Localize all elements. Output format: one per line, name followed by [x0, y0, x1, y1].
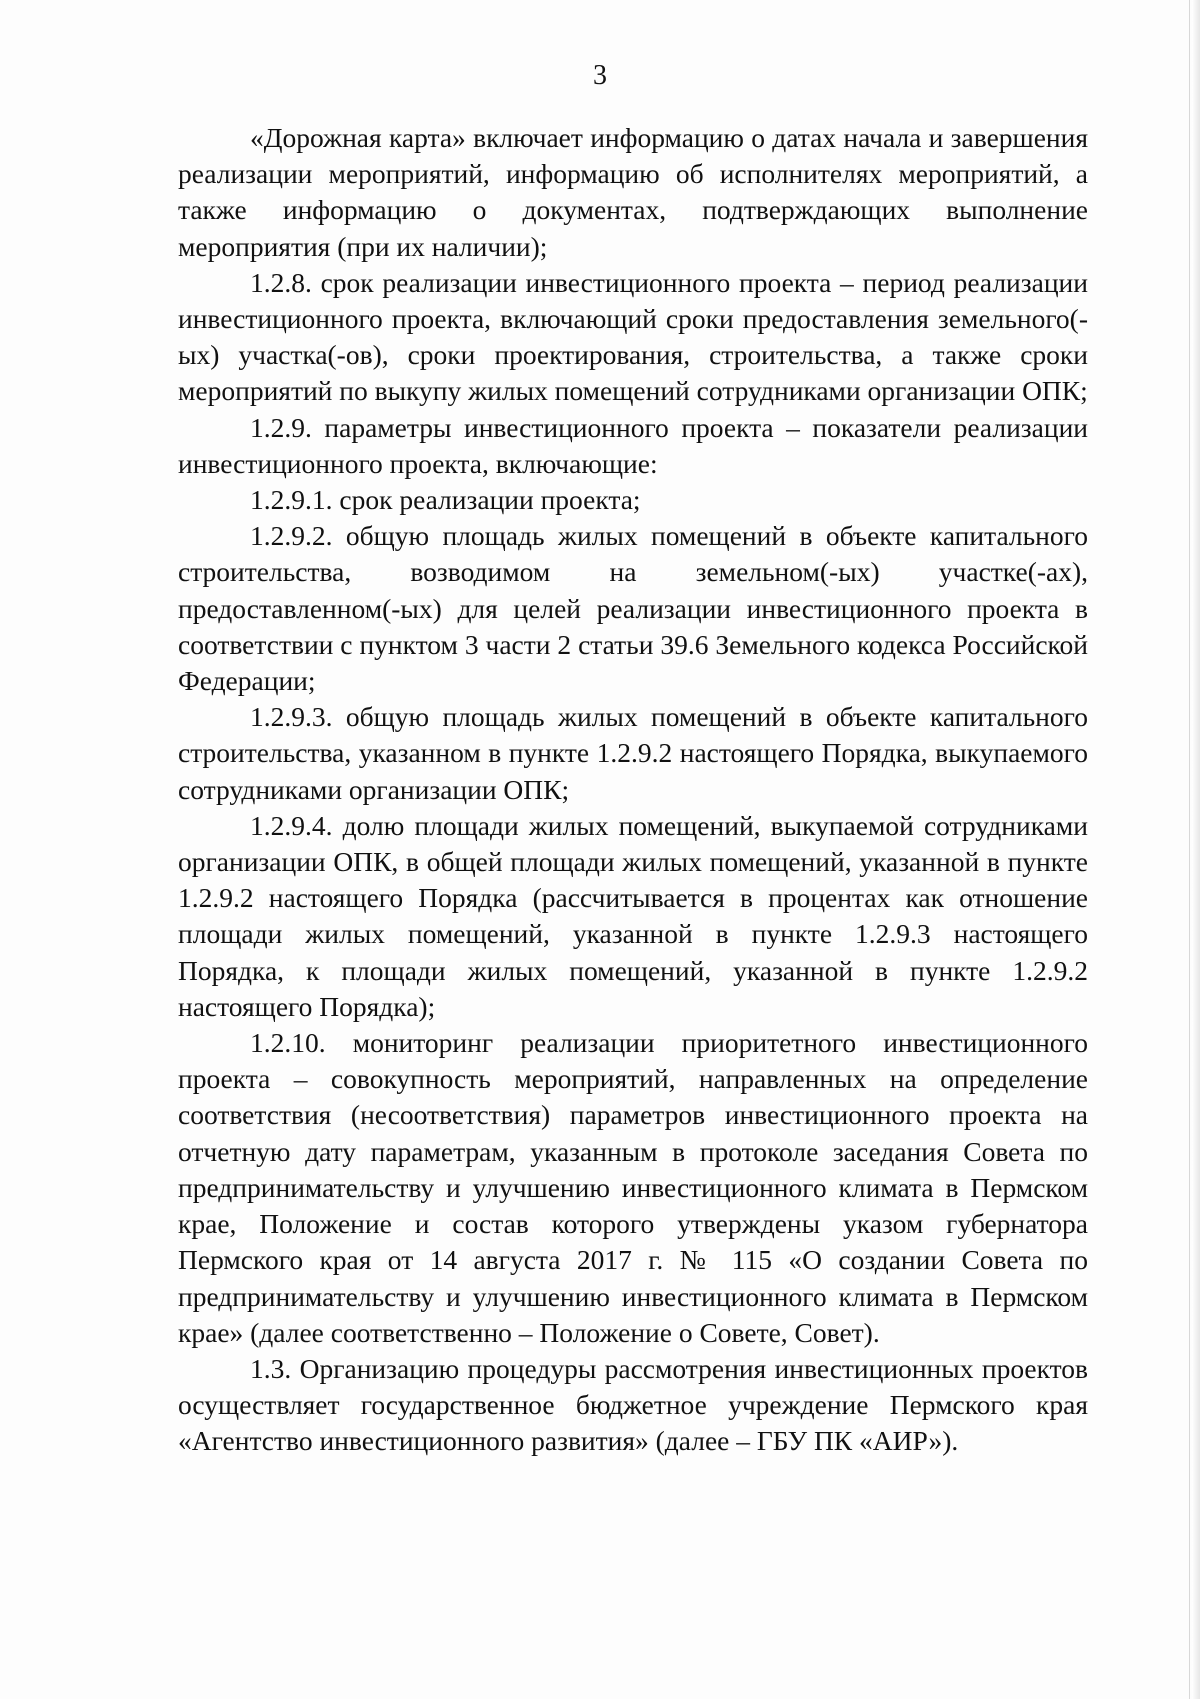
page-edge-line	[1189, 0, 1190, 1699]
paragraph-1-2-9-3: 1.2.9.3. общую площадь жилых помещений в объекте капитального строительства, указанном в пункте 1.2.9.2 настоящего Порядка, выкупаемого сотрудниками организации ОПК;	[178, 701, 1088, 805]
paragraph-1-2-9: 1.2.9. параметры инвестиционного проекта – показатели реализации инвестиционного проекта, включающие:	[178, 411, 1088, 479]
paragraph-1-3: 1.3. Организацию процедуры рассмотрения инвестиционных проектов осуществляет государственное бюджетное учреждение Пермского края «Агентство инвестиционного развития» (далее – ГБУ ПК «АИР»).	[178, 1352, 1088, 1457]
paragraph-1-2-9-2: 1.2.9.2. общую площадь жилых помещений в объекте капитального строительства, возводимом на земельном(-ых) участке(-ах), предоставленном(-ых) для целей реализации инвестиционного проекта в соответствии с пунктом 3 части 2 статьи 39.6 Земельного кодекса Российской Федерации;	[178, 520, 1088, 697]
paragraph-1-2-9-4: 1.2.9.4. долю площади жилых помещений, выкупаемой сотрудниками организации ОПК, в общей площади жилых помещений, указанной в пункте 1.2.9.2 настоящего Порядка (рассчитывается в процентах как отношение площади жилых помещений, указанной в пункте 1.2.9.3 настоящего Порядка, к площади жилых помещений, указанной в пункте 1.2.9.2 настоящего Порядка);	[178, 809, 1088, 1022]
paragraph-1-2-8: 1.2.8. срок реализации инвестиционного проекта – период реализации инвестиционного проекта, включающий сроки предоставления земельного(-ых) участка(-ов), сроки проектирования, строительства, а также сроки мероприятий по выкупу жилых помещений сотрудниками организации ОПК;	[178, 266, 1088, 407]
page-number: 3	[593, 60, 607, 91]
paragraph-roadmap: «Дорожная карта» включает информацию о датах начала и завершения реализации мероприятий, информацию об исполнителях мероприятий, а также информацию о документах, подтверждающих выполнение мероприятия (при их наличии);	[178, 122, 1088, 262]
paragraph-1-2-9-1: 1.2.9.1. срок реализации проекта;	[250, 484, 641, 516]
page-edge-shadow	[1192, 0, 1200, 1699]
paragraph-1-2-10: 1.2.10. мониторинг реализации приоритетного инвестиционного проекта – совокупность мероприятий, направленных на определение соответствия (несоответствия) параметров инвестиционного проекта на отчетную дату параметрам, указанным в протоколе заседания Совета по предпринимательству и улучшению инвестиционного климата в Пермском крае, Положение и состав которого утверждены указом губернатора Пермского края от 14 августа 2017 г. № 115 «О создании Совета по предпринимательству и улучшению инвестиционного климата в Пермском крае» (далее соответственно – Положение о Совете, Совет).	[178, 1027, 1088, 1348]
document-body	[178, 120, 1088, 1460]
